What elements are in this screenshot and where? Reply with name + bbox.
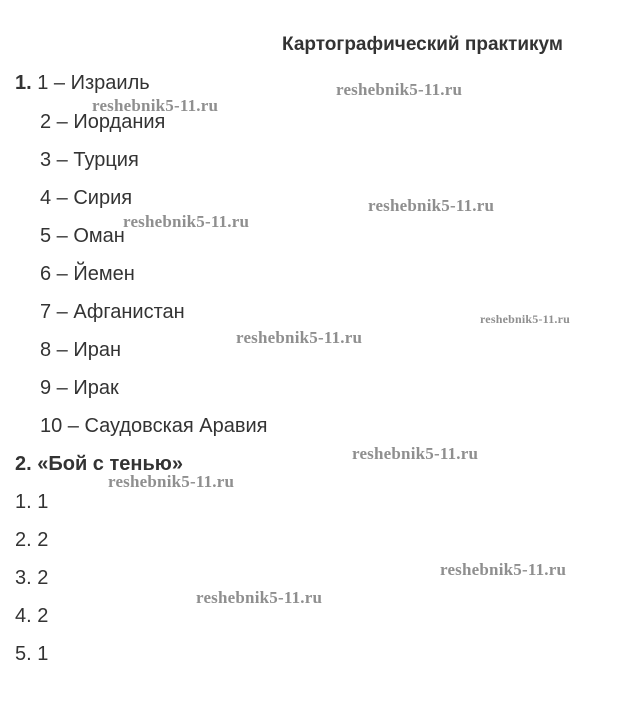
section-1-number: 1.: [15, 72, 32, 94]
watermark: reshebnik5-11.ru: [480, 312, 570, 326]
list-item: 9 – Ирак: [40, 377, 119, 399]
watermark: reshebnik5-11.ru: [92, 96, 219, 115]
watermark: reshebnik5-11.ru: [236, 328, 363, 347]
watermark: reshebnik5-11.ru: [123, 212, 250, 231]
list-item: 8 – Иран: [40, 339, 122, 361]
watermark: reshebnik5-11.ru: [196, 588, 323, 607]
list-item: 5 – Оман: [40, 225, 125, 247]
list-item: 3 – Турция: [40, 149, 139, 171]
section-2-heading: 2. «Бой с тенью»: [15, 453, 183, 475]
list-item: 4 – Сирия: [40, 187, 133, 209]
watermark: reshebnik5-11.ru: [368, 196, 495, 215]
list-item: 4. 2: [15, 605, 49, 627]
list-item: [15, 71, 150, 95]
page-title: Картографический практикум: [282, 34, 563, 55]
watermark: reshebnik5-11.ru: [440, 560, 567, 579]
watermark: reshebnik5-11.ru: [336, 80, 463, 99]
list-item-text: 1 – Израиль: [37, 72, 150, 94]
list-item: 1. 1: [15, 491, 49, 513]
list-item: 2. 2: [15, 529, 49, 551]
list-item: 6 – Йемен: [40, 263, 135, 285]
list-item: 5. 1: [15, 643, 49, 665]
watermark: reshebnik5-11.ru: [352, 444, 479, 463]
list-item: 3. 2: [15, 567, 49, 589]
list-item: 7 – Афганистан: [40, 301, 185, 323]
list-item: 10 – Саудовская Аравия: [40, 415, 268, 437]
watermark: reshebnik5-11.ru: [108, 472, 235, 491]
list-item: 2 – Иордания: [40, 111, 166, 133]
